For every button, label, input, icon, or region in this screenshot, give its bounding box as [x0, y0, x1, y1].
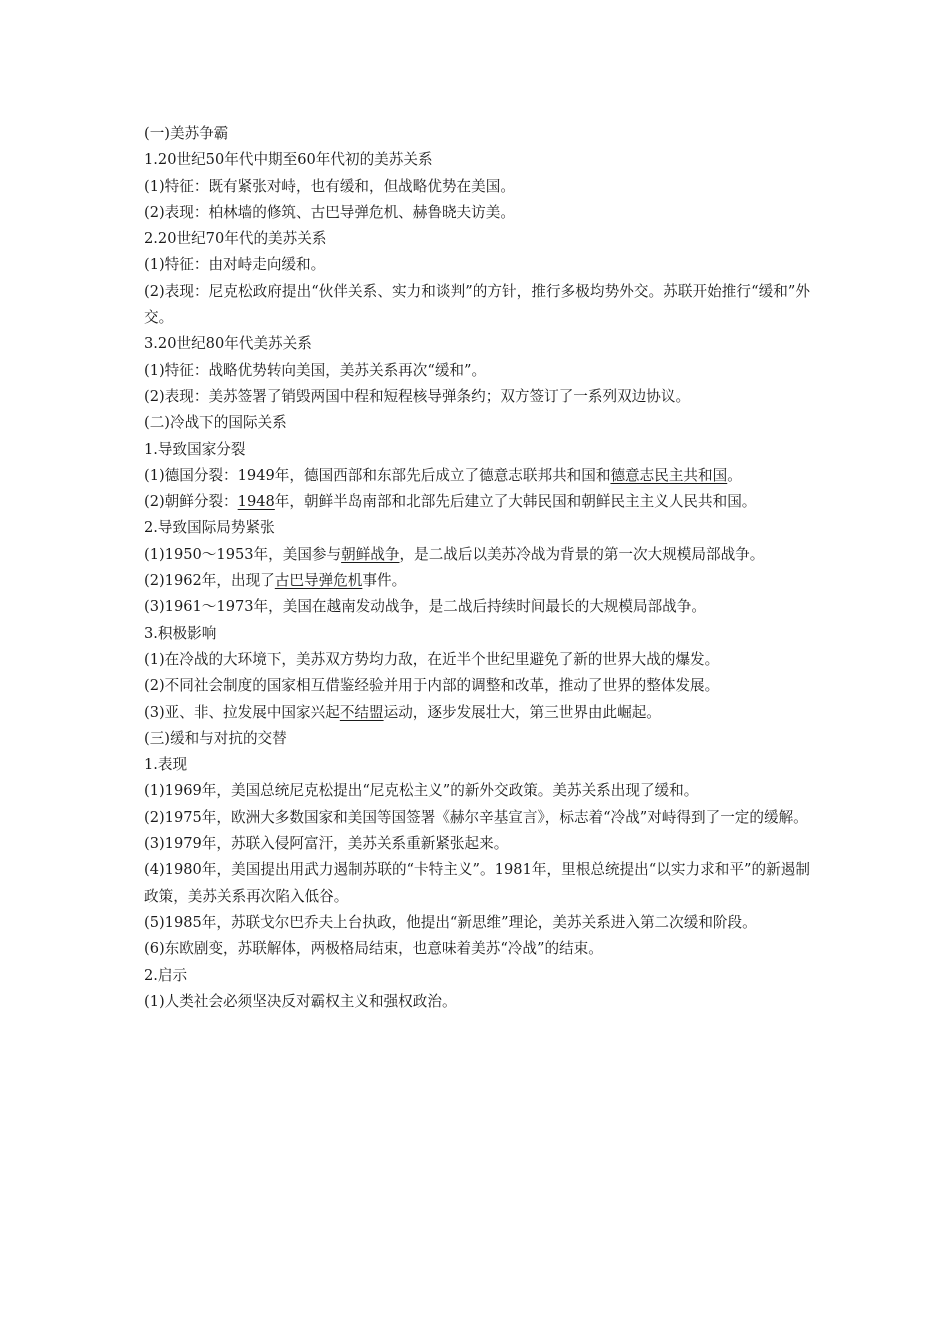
subheading: 1.20世纪50年代中期至60年代初的美苏关系 — [144, 151, 433, 169]
list-item: (1)在冷战的大环境下，美苏双方势均力敌，在近半个世纪里避免了新的世界大战的爆发。 — [144, 650, 720, 668]
section-heading: (二)冷战下的国际关系 — [144, 414, 287, 432]
list-item: (3)1979年，苏联入侵阿富汗，美苏关系重新紧张起来。 — [144, 835, 509, 853]
text-segment: (2)1962年，出现了 — [144, 572, 275, 590]
subheading: 2.导致国际局势紧张 — [144, 519, 275, 537]
list-item: (6)东欧剧变，苏联解体，两极格局结束，也意味着美苏“冷战”的结束。 — [144, 940, 603, 958]
section-heading: (三)缓和与对抗的交替 — [144, 729, 287, 747]
text-segment: (1)1950～1953年，美国参与 — [144, 545, 342, 563]
list-item: (5)1985年，苏联戈尔巴乔夫上台执政，他提出“新思维”理论，美苏关系进入第二次缓和阶段。 — [144, 913, 757, 931]
underlined-answer: 不结盟 — [339, 703, 384, 721]
list-item: (1)特征：既有紧张对峙，也有缓和，但战略优势在美国。 — [144, 177, 515, 195]
text-segment: ，是二战后以美苏冷战为背景的第一次大规模局部战争。 — [399, 545, 765, 563]
text-segment: 年，朝鲜半岛南部和北部先后建立了大韩民国和朝鲜民主主义人民共和国。 — [274, 493, 757, 511]
list-item: (1)人类社会必须坚决反对霸权主义和强权政治。 — [144, 992, 457, 1010]
list-item: (2)不同社会制度的国家相互借鉴经验并用于内部的调整和改革，推动了世界的整体发展。 — [144, 677, 720, 695]
underlined-answer: 朝鲜战争 — [341, 545, 400, 563]
list-item — [144, 542, 810, 568]
subheading: 3.积极影响 — [144, 624, 217, 642]
text-segment: (2)朝鲜分裂： — [144, 493, 238, 511]
document-body — [144, 121, 810, 1015]
list-item — [144, 568, 810, 594]
list-item: (1)特征：战略优势转向美国，美苏关系再次“缓和”。 — [144, 361, 487, 379]
section-heading: (一)美苏争霸 — [144, 125, 229, 142]
list-item: (3)1961～1973年，美国在越南发动战争，是二战后持续时间最长的大规模局部战争。 — [144, 598, 706, 616]
list-item — [144, 700, 810, 726]
subheading: 2.20世纪70年代的美苏关系 — [144, 230, 327, 248]
list-item: (2)表现：柏林墙的修筑、古巴导弹危机、赫鲁晓夫访美。 — [144, 203, 515, 221]
subheading: 1.导致国家分裂 — [144, 440, 246, 458]
text-segment: 事件。 — [362, 572, 407, 590]
text-segment: 。 — [727, 466, 742, 484]
list-item: (1)1969年，美国总统尼克松提出“尼克松主义”的新外交政策。美苏关系出现了缓和。 — [144, 782, 699, 800]
list-item: (2)表现：美苏签署了销毁两国中程和短程核导弹条约；双方签订了一系列双边协议。 — [144, 387, 691, 405]
text-segment: (1)德国分裂：1949年，德国西部和东部先后成立了德意志联邦共和国和 — [144, 466, 611, 484]
list-item: (2)1975年，欧洲大多数国家和美国等国签署《赫尔辛基宣言》，标志着“冷战”对峙得到了一定的缓解。 — [144, 808, 808, 826]
subheading: 3.20世纪80年代美苏关系 — [144, 335, 312, 353]
list-item: (1)特征：由对峙走向缓和。 — [144, 256, 326, 274]
list-item: (4)1980年，美国提出用武力遏制苏联的“卡特主义”。1981年，里根总统提出“以实力求和平”的新遏制政策，美苏关系再次陷入低谷。 — [144, 861, 810, 905]
underlined-answer: 古巴导弹危机 — [274, 572, 363, 590]
underlined-answer: 1948 — [237, 493, 275, 511]
subheading: 1.表现 — [144, 756, 188, 774]
subheading: 2.启示 — [144, 966, 188, 984]
text-segment: (3)亚、非、拉发展中国家兴起 — [144, 703, 340, 721]
text-segment: 运动，逐步发展壮大，第三世界由此崛起。 — [383, 703, 661, 721]
list-item: (2)表现：尼克松政府提出“伙伴关系、实力和谈判”的方针，推行多极均势外交。苏联开始推行“缓和”外交。 — [144, 282, 810, 327]
underlined-answer: 德意志民主共和国 — [610, 466, 728, 484]
list-item — [144, 489, 810, 515]
list-item — [144, 463, 810, 489]
